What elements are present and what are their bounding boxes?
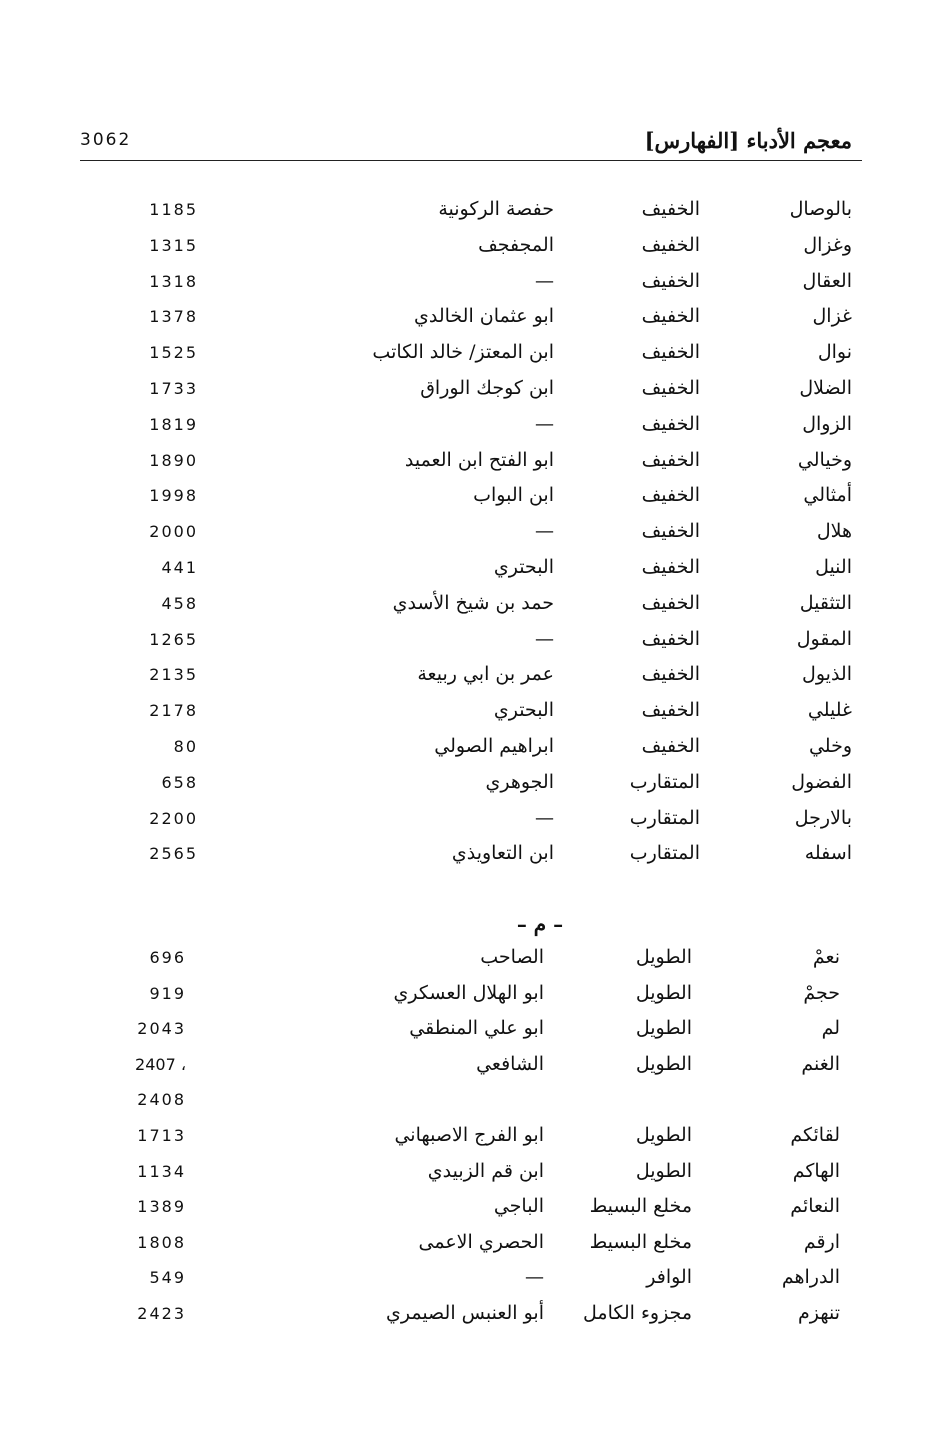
rhyme-word: أمثالي: [803, 484, 852, 507]
section-letter-heading: – م –: [516, 912, 564, 936]
meter-name: الخفيف: [641, 448, 700, 471]
meter-name: الخفيف: [641, 341, 700, 364]
index-row: [0, 735, 932, 771]
page-reference: 2000: [149, 522, 198, 542]
meter-name: الخفيف: [641, 198, 700, 220]
poet-name: الصاحب: [480, 946, 544, 968]
meter-name: الطويل: [635, 981, 692, 1004]
page-reference: 1819: [149, 414, 198, 434]
index-row: [0, 1231, 932, 1267]
index-section-mim: [0, 946, 932, 1338]
rhyme-word: العقال: [802, 269, 852, 292]
meter-name: مخلع البسيط: [589, 1195, 692, 1218]
page-reference: 658: [161, 772, 198, 792]
rhyme-word: نوال: [817, 341, 852, 364]
poet-name: ابن قم الزبيدي: [427, 1159, 544, 1182]
page-reference: 1733: [149, 378, 198, 398]
rhyme-word: الغنم: [801, 1052, 840, 1075]
rhyme-word: الدراهم: [781, 1266, 840, 1289]
rhyme-word: بالارجل: [794, 806, 852, 829]
index-row: [0, 1053, 932, 1089]
index-row: [0, 699, 932, 735]
rhyme-word: الضلال: [799, 376, 852, 399]
meter-name: الخفيف: [641, 734, 700, 757]
running-title: معجم الأدباء [الفهارس]: [644, 128, 852, 153]
poet-name: البحتري: [493, 555, 554, 578]
index-row: [0, 449, 932, 485]
poet-name: ابن التعاويذي: [451, 842, 554, 865]
rhyme-word: الفضول: [791, 770, 852, 793]
poet-name: عمر بن ابي ربيعة: [417, 663, 554, 686]
index-row: [0, 982, 932, 1018]
page-reference: 1713: [137, 1125, 186, 1145]
page-reference: 2565: [149, 844, 198, 864]
page-reference: 1525: [149, 343, 198, 363]
index-row: [0, 1124, 932, 1160]
rhyme-word: غزال: [812, 305, 852, 328]
rhyme-word: غليلي: [807, 699, 852, 722]
rhyme-word: نعمْ: [812, 946, 840, 968]
index-row: [0, 807, 932, 843]
page-reference: 458: [161, 593, 198, 613]
page-reference: 2178: [149, 701, 198, 721]
page-reference: 441: [161, 557, 198, 577]
index-row: [0, 1302, 932, 1338]
page-reference: 1808: [137, 1232, 186, 1252]
index-row: [0, 556, 932, 592]
poet-name: البحتري: [493, 699, 554, 722]
meter-name: المتقارب: [629, 770, 700, 793]
index-section-lam: [0, 198, 932, 878]
rhyme-word: بالوصال: [789, 198, 852, 220]
poet-name: حمد بن شيخ الأسدي: [392, 591, 554, 614]
poet-name: ابن كوجك الوراق: [420, 376, 554, 399]
page-reference: 696: [149, 948, 186, 967]
page-reference: 919: [149, 983, 186, 1003]
page-reference: 1318: [149, 271, 198, 291]
rhyme-word: النعائم: [790, 1195, 840, 1218]
rhyme-word: وخلي: [808, 734, 852, 757]
poet-name: ابو الفرج الاصبهاني: [394, 1123, 544, 1146]
page-reference: 80: [173, 736, 198, 756]
index-row: [0, 305, 932, 341]
index-row: [0, 1017, 932, 1053]
meter-name: الطويل: [635, 1017, 692, 1040]
index-row: [0, 1160, 932, 1196]
index-row: [0, 1266, 932, 1302]
page-number: 3062: [80, 130, 132, 150]
page-reference: 2043: [137, 1019, 186, 1039]
meter-name: الخفيف: [641, 376, 700, 399]
meter-name: المتقارب: [629, 842, 700, 865]
meter-name: الخفيف: [641, 412, 700, 435]
page-reference: 1265: [149, 629, 198, 649]
index-row: [0, 484, 932, 520]
page-reference: 2407 ،: [135, 1054, 186, 1074]
rhyme-word: وخيالي: [797, 448, 852, 471]
index-row: [0, 198, 932, 234]
index-row: [0, 1195, 932, 1231]
rhyme-word: هلال: [816, 520, 852, 543]
meter-name: الخفيف: [641, 484, 700, 507]
page-reference: 2423: [137, 1303, 186, 1323]
poet-name: ابراهيم الصولي: [434, 734, 554, 757]
index-row: [0, 592, 932, 628]
meter-name: الوافر: [646, 1266, 692, 1289]
page-reference: 1998: [149, 486, 198, 506]
index-row: [0, 234, 932, 270]
page-reference: 1185: [149, 200, 198, 219]
index-row: [0, 341, 932, 377]
poet-name: الحصري الاعمى: [418, 1230, 544, 1253]
index-row: [0, 1088, 932, 1124]
page-reference: 549: [149, 1268, 186, 1288]
meter-name: الخفيف: [641, 233, 700, 256]
meter-name: الطويل: [635, 946, 692, 968]
poet-name: ابو الهلال العسكري: [393, 981, 544, 1004]
page-reference: 2135: [149, 665, 198, 685]
index-row: [0, 413, 932, 449]
poet-name: حفصة الركونية: [438, 198, 554, 220]
index-row: [0, 377, 932, 413]
meter-name: الخفيف: [641, 305, 700, 328]
rhyme-word: الزوال: [802, 412, 852, 435]
poet-name: الجوهري: [485, 770, 554, 793]
index-row: [0, 270, 932, 306]
index-row: [0, 771, 932, 807]
rhyme-word: اسفله: [804, 842, 852, 865]
rhyme-word: الهاكم: [792, 1159, 840, 1182]
rhyme-word: وغزال: [803, 233, 852, 256]
poet-name: —: [525, 1266, 544, 1289]
page-reference: 1890: [149, 450, 198, 470]
rhyme-word: حجمْ: [803, 981, 840, 1004]
index-row: [0, 663, 932, 699]
meter-name: الخفيف: [641, 555, 700, 578]
poet-name: —: [535, 627, 554, 650]
meter-name: الطويل: [635, 1052, 692, 1075]
poet-name: الباجي: [493, 1195, 544, 1218]
rhyme-word: النيل: [815, 555, 852, 578]
meter-name: الخفيف: [641, 627, 700, 650]
meter-name: الخفيف: [641, 269, 700, 292]
poet-name: ابو عثمان الخالدي: [413, 305, 554, 328]
meter-name: الطويل: [635, 1159, 692, 1182]
index-row: [0, 520, 932, 556]
poet-name: —: [535, 412, 554, 435]
meter-name: الخفيف: [641, 663, 700, 686]
poet-name: ابن البواب: [473, 484, 554, 507]
poet-name: الشافعي: [476, 1052, 544, 1075]
poet-name: ابو الفتح ابن العميد: [404, 448, 554, 471]
page-reference: 2200: [149, 808, 198, 828]
page-reference: 1315: [149, 235, 198, 255]
index-row: [0, 628, 932, 664]
header-rule: [80, 160, 862, 161]
page-reference: 2408: [137, 1090, 186, 1110]
poet-name: —: [535, 520, 554, 543]
meter-name: الخفيف: [641, 699, 700, 722]
meter-name: الطويل: [635, 1123, 692, 1146]
meter-name: المتقارب: [629, 806, 700, 829]
rhyme-word: التثقيل: [799, 591, 852, 614]
page-reference: 1389: [137, 1197, 186, 1217]
poet-name: —: [535, 269, 554, 292]
poet-name: —: [535, 806, 554, 829]
rhyme-word: لم: [821, 1017, 840, 1040]
poet-name: أبو العنبس الصيمري: [385, 1301, 544, 1324]
index-row: [0, 946, 932, 982]
meter-name: مجزوء الكامل: [583, 1301, 692, 1324]
rhyme-word: لقائكم: [790, 1123, 840, 1146]
poet-name: ابن المعتز/ خالد الكاتب: [372, 341, 554, 364]
poet-name: ابو علي المنطقي: [409, 1017, 544, 1040]
rhyme-word: المقول: [796, 627, 852, 650]
page-reference: 1378: [149, 307, 198, 327]
meter-name: الخفيف: [641, 520, 700, 543]
rhyme-word: ارقم: [803, 1230, 840, 1253]
page-reference: 1134: [137, 1161, 186, 1181]
meter-name: الخفيف: [641, 591, 700, 614]
rhyme-word: الذيول: [802, 663, 852, 686]
poet-name: المجفجف: [478, 233, 554, 256]
meter-name: مخلع البسيط: [589, 1230, 692, 1253]
index-row: [0, 842, 932, 878]
rhyme-word: تنهزم: [797, 1301, 840, 1324]
